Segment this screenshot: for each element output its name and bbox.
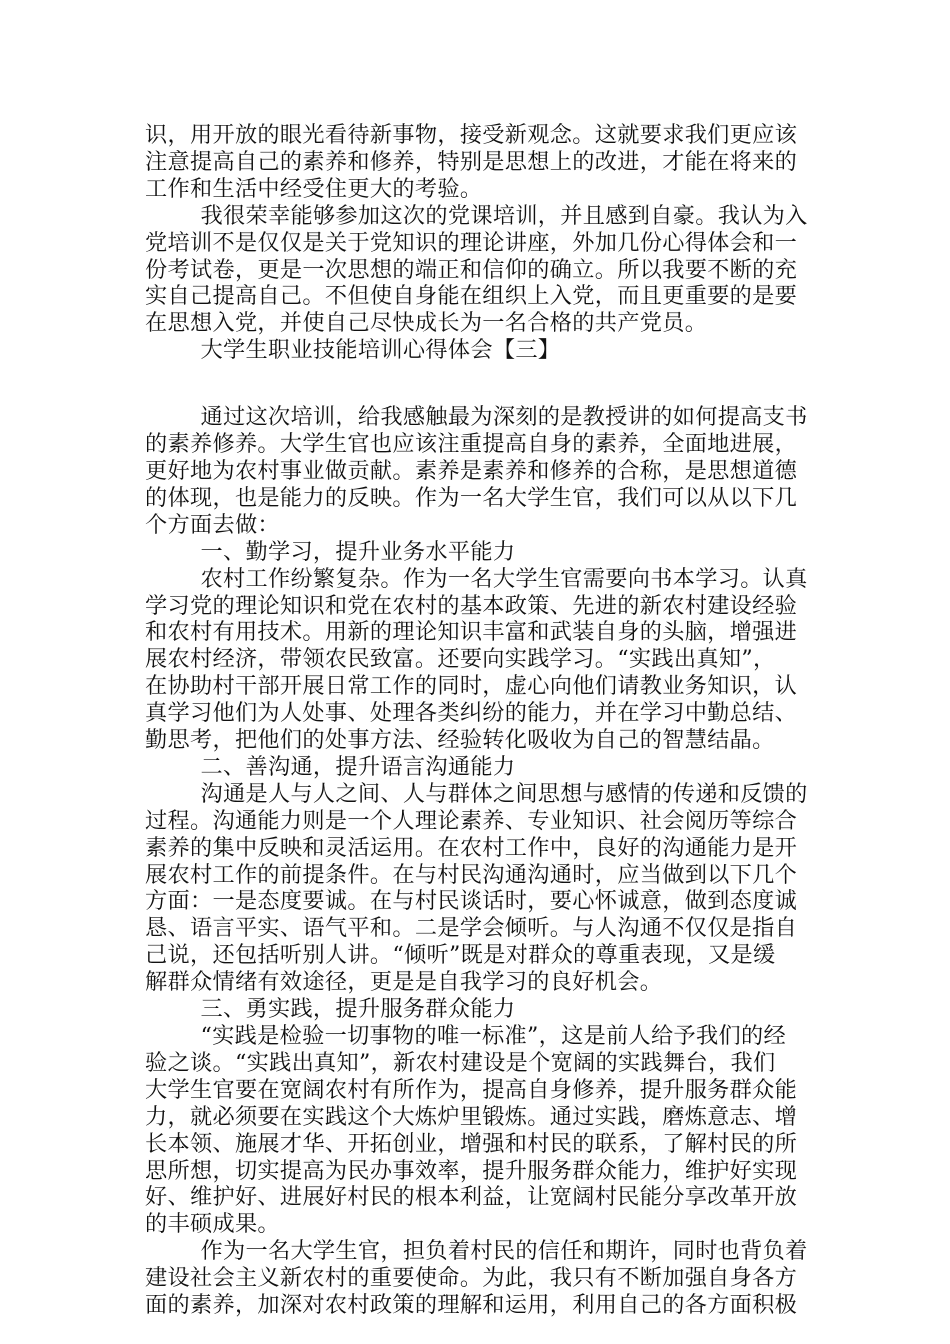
section-title-text: 大学生职业技能培训心得体会【三】 [200,337,561,364]
text-line: 好、维护好、进展好村民的根本利益，让宽阔村民能分享改革开放 [145,1184,798,1211]
text-line: 面的素养，加深对农村政策的理解和运用，利用自己的各方面积极 [145,1292,798,1319]
blank-spacer [145,364,807,404]
text-line: 方面：一是态度要诚。在与村民谈话时，要心怀诚意，做到态度诚 [145,888,798,915]
text-line: 过程。沟通能力则是一个人理论素养、专业知识、社会阅历等综合 [145,807,798,834]
text-line: 己说，还包括听别人讲。“倾听”既是对群众的尊重表现，又是缓 [145,942,776,969]
paragraph-2 [145,203,807,338]
paragraph-6 [145,1023,807,1238]
text-line: 工作和生活中经受住更大的考验。 [145,175,483,202]
text-line: 我很荣幸能够参加这次的党课培训，并且感到自豪。我认为入 [200,202,808,229]
text-line: 通过这次培训，给我感触最为深刻的是教授讲的如何提高支书 [200,404,808,431]
paragraph-5 [145,781,807,996]
text-line: 的素养修养。大学生官也应该注重提高自身的素养，全面地进展， [145,431,798,458]
text-line: 沟通是人与人之间、人与群体之间思想与感情的传递和反馈的 [200,780,808,807]
text-line: 作为一名大学生官，担负着村民的信任和期许，同时也背负着 [200,1238,808,1265]
text-line: 恳、语言平实、语气平和。二是学会倾听。与人沟通不仅仅是指自 [145,915,798,942]
paragraph-1 [145,122,807,203]
text-line: 真学习他们为人处事、处理各类纠纷的能力，并在学习中勤总结、 [145,700,798,727]
text-line: 学习党的理论知识和党在农村的基本政策、先进的新农村建设经验 [145,592,798,619]
text-line: 和农村有用技术。用新的理论知识丰富和武装自身的头脑，增强进 [145,619,798,646]
heading-text: 三、勇实践，提升服务群众能力 [200,996,516,1023]
text-line: 个方面去做： [145,511,280,538]
text-line: 素养的集中反映和灵活运用。在农村工作中，良好的沟通能力是开 [145,834,798,861]
text-line: 在思想入党，并使自己尽快成长为一名合格的共产党员。 [145,310,708,337]
text-line: 更好地为农村事业做贡献。素养是素养和修养的合称，是思想道德 [145,457,798,484]
text-line: 勤思考，把他们的处事方法、经验转化吸收为自己的智慧结晶。 [145,727,775,754]
text-line: 力，就必须要在实践这个大炼炉里锻炼。通过实践，磨炼意志、增 [145,1103,798,1130]
paragraph-7 [145,1238,807,1319]
heading-3 [145,996,807,1023]
text-line: 农村工作纷繁复杂。作为一名大学生官需要向书本学习。认真 [200,565,808,592]
text-line: 长本领、施展才华、开拓创业，增强和村民的联系，了解村民的所 [145,1130,798,1157]
text-line: 份考试卷，更是一次思想的端正和信仰的确立。所以我要不断的充 [145,256,798,283]
text-line: 展农村经济，带领农民致富。还要向实践学习。“实践出真知”， [145,646,776,673]
text-line: 展农村工作的前提条件。在与村民沟通沟通时，应当做到以下几个 [145,861,798,888]
text-line: 实自己提高自己。不但使自身能在组织上入党，而且更重要的是要 [145,283,798,310]
text-line: 大学生官要在宽阔农村有所作为，提高自身修养，提升服务群众能 [145,1076,798,1103]
text-line: 的体现，也是能力的反映。作为一名大学生官，我们可以从以下几 [145,484,798,511]
text-line: 党培训不是仅仅是关于党知识的理论讲座，外加几份心得体会和一 [145,229,798,256]
text-line: “实践是检验一切事物的唯一标准”，这是前人给予我们的经 [200,1023,786,1049]
text-line: 在协助村干部开展日常工作的同时，虚心向他们请教业务知识，认 [145,673,798,700]
text-line: 建设社会主义新农村的重要使命。为此，我只有不断加强自身各方 [145,1265,798,1292]
text-line: 的丰硕成果。 [145,1211,280,1238]
paragraph-4 [145,566,807,754]
text-line: 注意提高自己的素养和修养，特别是思想上的改进，才能在将来的 [145,148,798,175]
section-title [145,337,807,364]
heading-text: 一、勤学习，提升业务水平能力 [200,538,516,565]
text-line: 思所想，切实提高为民办事效率，提升服务群众能力，维护好实现 [145,1157,798,1184]
heading-text: 二、善沟通，提升语言沟通能力 [200,753,516,780]
text-line: 验之谈。“实践出真知”，新农村建设是个宽阔的实践舞台，我们 [145,1049,776,1076]
paragraph-3 [145,404,807,539]
heading-1 [145,539,807,566]
text-line: 识，用开放的眼光看待新事物，接受新观念。这就要求我们更应该 [145,122,798,148]
text-line: 解群众情绪有效途径，更是是自我学习的良好机会。 [145,969,663,996]
document-page [145,122,807,1319]
heading-2 [145,754,807,781]
